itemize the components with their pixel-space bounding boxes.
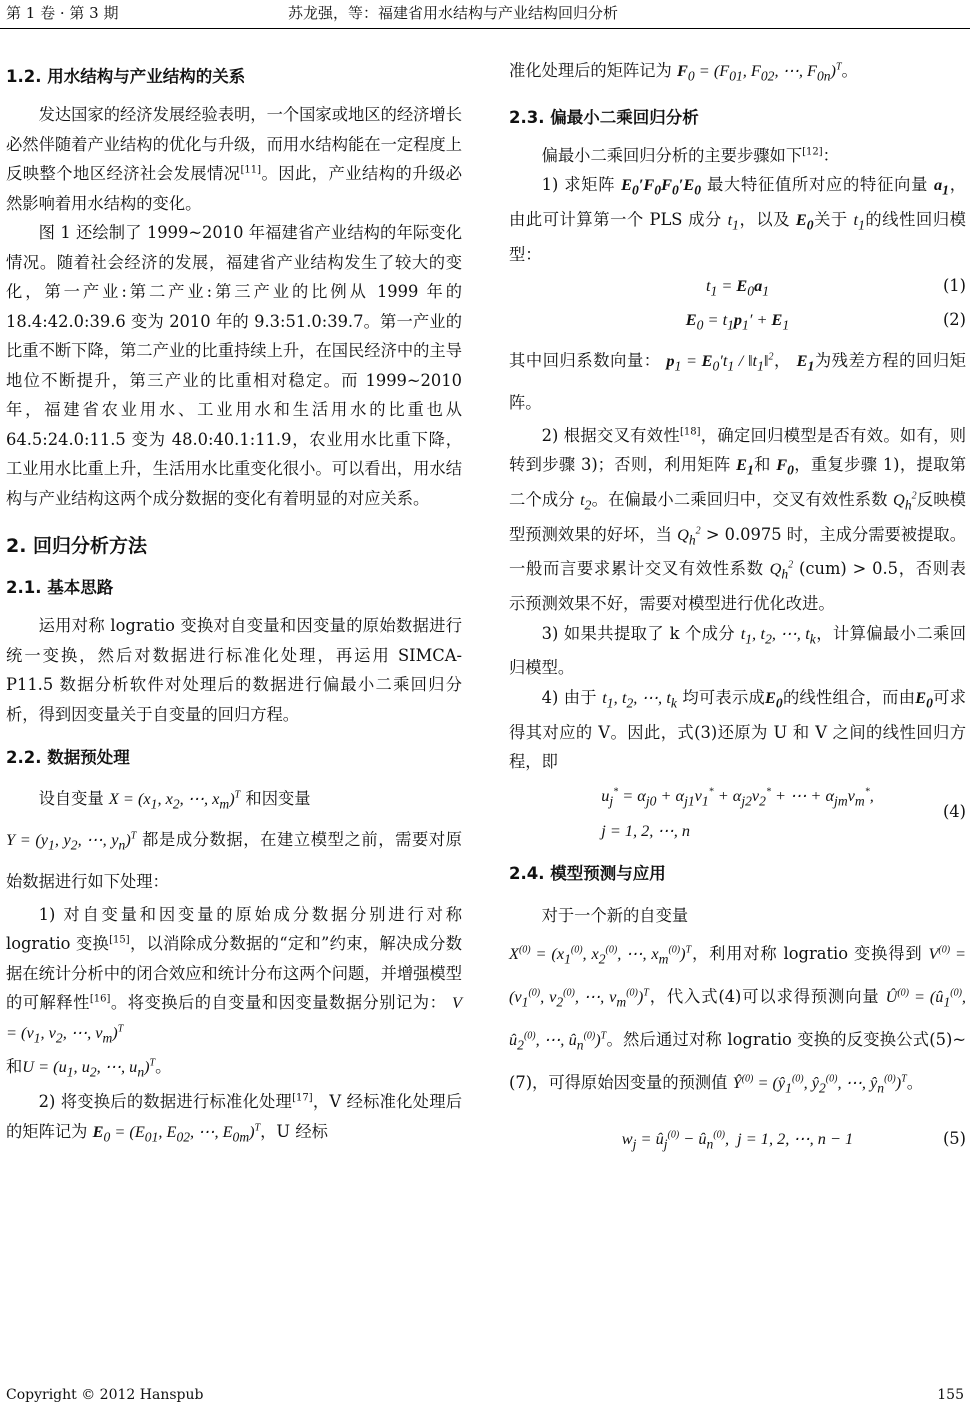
equation-number: (5) (942, 1128, 966, 1148)
paragraph: 3) 如果共提取了 k 个成分 $t_1$, $t_2$, ⋯, $t_k$，计算偏最小二乘回归模型。 (509, 623, 966, 678)
math-inline: $E_0 = (E_{01}$, $E_{02}$, ⋯, $E_{0m})^T$ (92, 1121, 261, 1144)
math-inline: $Û^{(0)}$ = ($û_1^{(0)}$, $û_2^{(0)}$, ⋯, $û_n^{(0)})^T$ (509, 986, 966, 1053)
paragraph: 设自变量 $X = (x_1$, $x_2$, ⋯, $x_m)^T$ 和因变量 $Y = (y_1$, $y_2$, ⋯, $y_n)^T$ 都是成分数据，在建立模型之前，需要对原始数据进行如下处理： (6, 789, 462, 891)
math-inline: $t_1$ (853, 210, 865, 233)
math-inline: $F_0$ (776, 455, 794, 478)
math-inline: $a_1$ (934, 175, 949, 198)
math-inline: $t_2$ (580, 489, 592, 512)
citation[interactable]: [17] (292, 1092, 313, 1104)
math-inline: $E_0'F_0F_0'E_0$ (621, 175, 702, 198)
right-column (509, 56, 966, 1156)
math-inline: $p_1 = E_0't_1$ / $‖t_1‖^2$ (666, 351, 774, 374)
paragraph: 运用对称 logratio 变换对自变量和因变量的原始数据进行统一变换，然后对数据进行标准化处理，再运用 SIMCA-P11.5 数据分析软件对处理后的数据进行偏最小二乘回归分析，得到因变量关于自变量的回归方程。 (6, 616, 462, 724)
paragraph: 2) 根据交叉有效性[18]，确定回归模型是否有效。如有，则转到步骤 3)；否则，利用矩阵 $E_1$和 $F_0$，重复步骤 1)，提取第二个成分 $t_2$。在偏最小二乘回归中，交叉有效性系数 $Q_h^2$反映模型预测效果的好坏，当 $Q_h^2 > 0.0975$ 时，主成分需要被提取。一般而言要求累计交叉有效性系数 $Q_h^2$ (cum) > 0.5，否则表示预测效果不好，需要对模型进行优化改进。 (509, 425, 966, 613)
math-inline: $E_0$ (915, 687, 933, 710)
running-header (0, 0, 970, 26)
math-inline: $t_1$, $t_2$, ⋯, $t_k$ (740, 623, 816, 646)
paragraph: 发达国家的经济发展经验表明，一个国家或地区的经济增长必然伴随着产业结构的优化与升级，而用水结构能在一定程度上反映整个地区经济社会发展情况[11]。因此，产业结构的升级必然影响着用水结构的变化。 (6, 105, 462, 213)
math-inline: $E_1$ (736, 455, 754, 478)
section-2-1-heading: 2.1. 基本思路 (6, 578, 114, 597)
equation-number: (4) (942, 801, 966, 821)
citation[interactable]: [12] (802, 146, 823, 158)
citation[interactable]: [15] (109, 934, 130, 946)
math-inline: $X^{(0)} = (x_1^{(0)}$, $x_2^{(0)}$, ⋯, $x_m^{(0)})^T$ (509, 943, 692, 966)
math-inline: $Ŷ^{(0)}$ = ($ŷ_1^{(0)}$, $ŷ_2^{(0)}$, ⋯, $ŷ_n^{(0)})^T$ (732, 1073, 907, 1096)
math-inline: $F_0 = (F_{01}$, $F_{02}$, ⋯, $F_{0n})^T$ (677, 61, 842, 84)
paragraph: 图 1 还绘制了 1999~2010 年福建省产业结构的年际变化情况。随着社会经济的发展，福建省产业结构发生了较大的变化，第一产业:第二产业:第三产业的比例从 1999 年的 18.4:42.0:39.6 变为 2010 年的 9.3:51.0:39.7。第一产业的比重不断下降，第二产业的比重持续上升，在国民经济中的主导地位不断提升，第三产业的比重相对稳定。而 1999~2010 年，福建省农业用水、工业用水和生活用水的比重也从 64.5:24.0:11.5 变为 48.0:40.1:11.9，农业用水比重下降，工业用水比重上升，生活用水比重变化很小。可以看出，用水结构与产业结构这两个成分数据的变化有着明显的对应关系。 (6, 223, 462, 508)
copyright-notice: Copyright © 2012 Hanspub (6, 1387, 204, 1403)
citation[interactable]: [16] (89, 993, 111, 1005)
math-inline: $E_0$ (765, 687, 783, 710)
equation-number: (1) (942, 276, 966, 296)
section-2-4-heading: 2.4. 模型预测与应用 (509, 863, 666, 883)
running-title: 苏龙强，等：福建省用水结构与产业结构回归分析 (288, 4, 619, 22)
journal-issue: 第 1 卷 · 第 3 期 (6, 4, 119, 22)
equation-1: $t_1 = E_0a_1$ (1) (509, 269, 966, 303)
paragraph: 2) 将变换后的数据进行标准化处理[17]，V 经标准化处理后的矩阵记为 $E_0 = (E_{01}$, $E_{02}$, ⋯, $E_{0m})^T$，U 经标 (6, 1092, 463, 1144)
equation-5: $w_j$ = $û_j^{(0)}$ − $û_n^{(0)}$, j = 1, 2, ⋯, n − 1 (5) (509, 1122, 966, 1156)
section-2-3-heading: 2.3. 偏最小二乘回归分析 (509, 107, 699, 127)
math-inline: $t_1$, $t_2$, ⋯, $t_k$ (602, 687, 677, 710)
equation-2: $E_0 = t_1p_1' + E_1$ (2) (509, 303, 966, 337)
page-number: 155 (937, 1387, 964, 1403)
paragraph: 1) 求矩阵 $E_0'F_0F_0'E_0$ 最大特征值所对应的特征向量 $a_1$，由此可计算第一个 PLS 成分 $t_1$，以及 $E_0$关于 $t_1$的线性回归模型： (509, 175, 966, 264)
math-inline: $V^{(0)} = (v_1^{(0)}$, $v_2^{(0)}$, ⋯, $v_m^{(0)})^T$ (509, 943, 966, 1009)
math-inline: $X = (x_1$, $x_2$, ⋯, $x_m)^T$ (108, 789, 241, 812)
section-1-2-heading: 1.2. 用水结构与产业结构的关系 (6, 67, 246, 86)
paragraph: 4) 由于 $t_1$, $t_2$, ⋯, $t_k$ 均可表示成$E_0$的线性组合，而由$E_0$可求得其对应的 V。因此，式(3)还原为 U 和 V 之间的线性回归方程，即 (509, 687, 966, 771)
math-inline: $Q_h^2$ (769, 559, 794, 582)
math-inline: $Q_h^2$ (893, 489, 917, 512)
citation[interactable]: [18] (679, 426, 701, 438)
math-inline: $U = (u_1$, $u_2$, ⋯, $u_n)^T$ (22, 1057, 156, 1080)
equation-4: $u_j^* = \alpha_{j0} + \alpha_{j1}v_1^* + \alpha_{j2}v_2^*$ + ⋯ + $\alpha_{jm}v_m^*$, j = 1, 2, ⋯, n (4) (601, 785, 966, 840)
math-inline: $Q_h^2$ (677, 524, 701, 547)
citation[interactable]: [11] (240, 164, 261, 176)
math-inline: $V = (v_1$, $v_2$, ⋯, $v_m)^T$ (6, 993, 462, 1045)
section-2-2-heading: 2.2. 数据预处理 (6, 748, 130, 767)
math-inline: $E_0$ (795, 210, 814, 233)
paragraph: 1) 对自变量和因变量的原始成分数据分别进行对称 logratio 变换[15]，以消除成分数据的“定和”约束，解决成分数据在统计分析中的闭合效应和统计分布这两个问题，并增强模型的可解释性[16]。将变换后的自变量和因变量数据分别记为： $V = (v_1$, $v_2$, ⋯, $v_m)^T$ 和$U = (u_1$, $u_2$, ⋯, $u_n)^T$。 (6, 904, 462, 1080)
left-column (6, 56, 462, 1151)
equation-number: (2) (942, 310, 966, 330)
math-inline: $E_1$ (796, 351, 815, 374)
header-rule (0, 28, 970, 29)
page-footer (0, 1380, 970, 1410)
paragraph: 其中回归系数向量： $p_1 = E_0't_1$ / $‖t_1‖^2$， $E_1$为残差方程的回归矩阵。 (509, 351, 966, 412)
paragraph: 准化处理后的矩阵记为 $F_0 = (F_{01}$, $F_{02}$, ⋯, $F_{0n})^T$。 (509, 61, 858, 84)
math-inline: $t_1$ (727, 210, 739, 233)
section-2-heading: 2. 回归分析方法 (6, 535, 148, 557)
paragraph: 对于一个新的自变量 $X^{(0)} = (x_1^{(0)}$, $x_2^{(0)}$, ⋯, $x_m^{(0)})^T$，利用对称 logratio 变换得到 $V^{(0)} = (v_1^{(0)}$, $v_2^{(0)}$, ⋯, $v_m^{(0)})^T$，代入式(4)可以求得预测向量 $Û^{(0)}$ = ($û_1^{(0)}$, $û_2^{(0)}$, ⋯, $û_n^{(0)})^T$。然后通过对称 logratio 变换的反变换公式(5)~(7)，可得原始因变量的预测值 $Ŷ^{(0)}$ = ($ŷ_1^{(0)}$, $ŷ_2^{(0)}$, ⋯, $ŷ_n^{(0)})^T$。 (509, 905, 967, 1096)
math-inline: $Y = (y_1$, $y_2$, ⋯, $y_n)^T$ (6, 830, 137, 853)
paragraph: 偏最小二乘回归分析的主要步骤如下[12]： (541, 145, 839, 165)
